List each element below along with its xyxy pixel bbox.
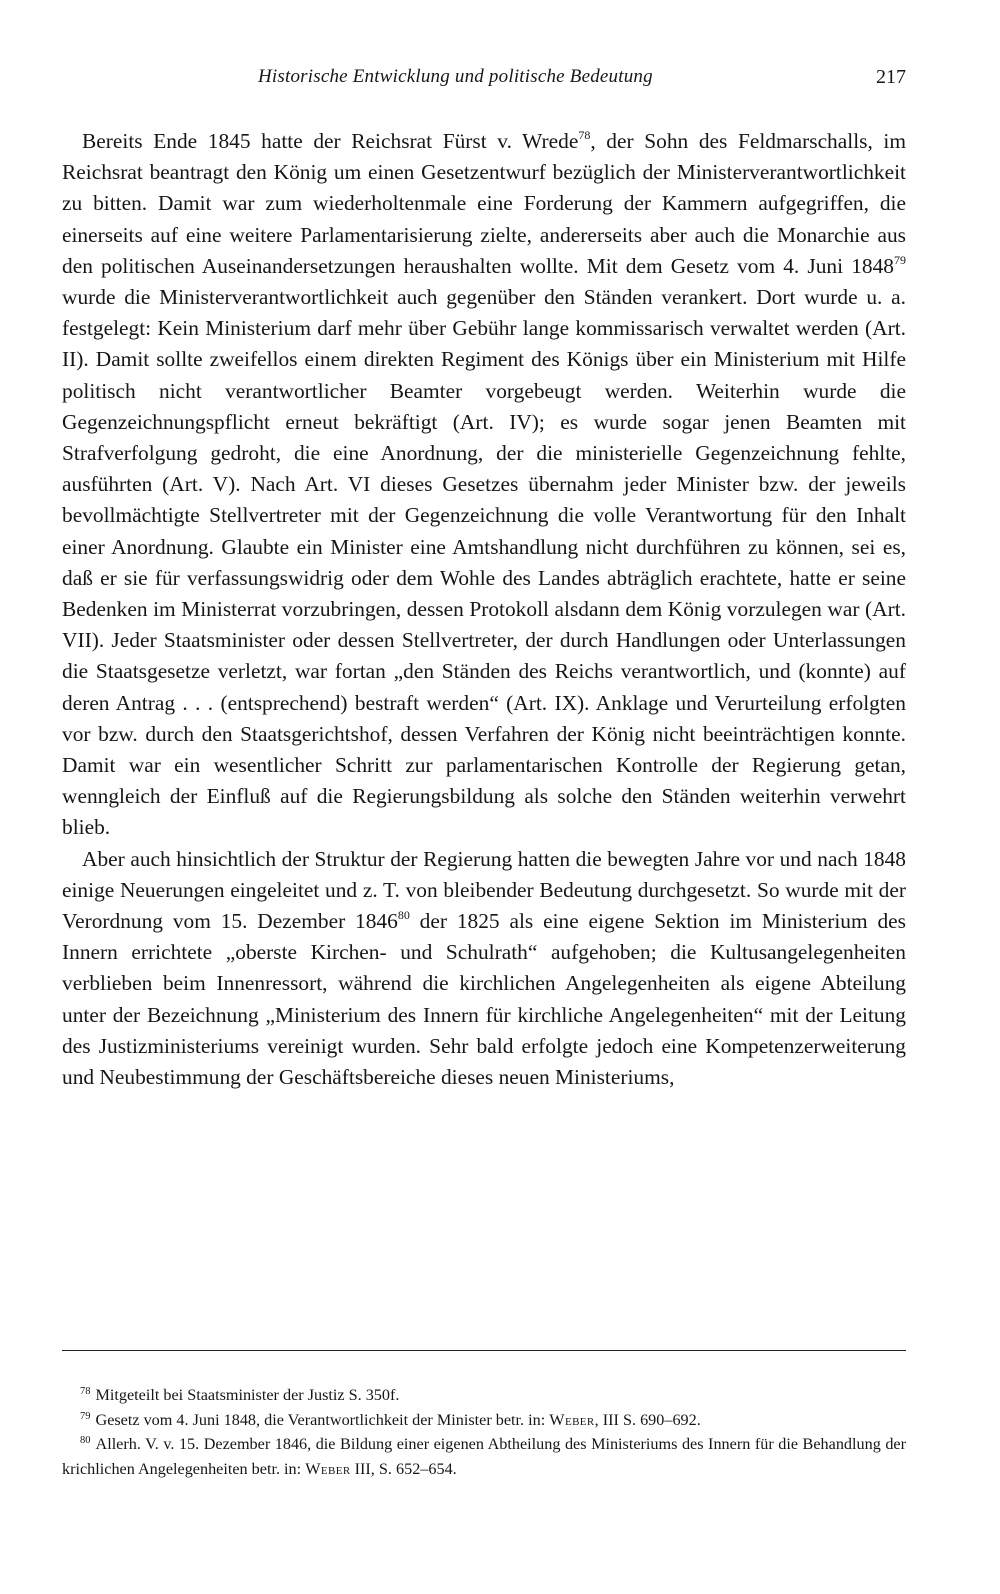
author-name: Weber: [549, 1410, 595, 1429]
footnotes: [62, 1383, 906, 1481]
footnote-mark: 78: [80, 1386, 91, 1397]
paragraph-1: [62, 126, 906, 844]
footnote-ref-80: 80: [397, 908, 410, 923]
book-page: [62, 0, 906, 1594]
footnote-text: Gesetz vom 4. Juni 1848, die Verantwortlichkeit der Minister betr. in:: [95, 1410, 550, 1429]
footnote-text: Allerh. V. v. 15. Dezember 1846, die Bildung einer eigenen Abtheilung des Ministeriums des Innern für die Behandlung der krichlichen Angelegenheiten betr. in:: [62, 1435, 906, 1478]
paragraph-text: der 1825 als eine eigene Sektion im Ministerium des Innern errichtete „oberste Kirchen- und Schulrath“ aufgehoben; die Kultusangelegenheiten verblieben beim Innenressort, während die kirchlichen Angelegenheiten als eigene Abteilung unter der Bezeichnung „Ministerium des Innern für kirchliche Angelegenheiten“ mit der Leitung des Justizministeriums vereinigt wurden. Sehr bald erfolgte jedoch eine Kompetenzerweiterung und Neubestimmung der Geschäftsbereiche dieses neuen Ministeriums,: [62, 909, 906, 1090]
footnote-80: [62, 1432, 906, 1481]
main-text: [62, 126, 906, 1093]
footnote-text: Mitgeteilt bei Staatsminister der Justiz S. 350f.: [95, 1386, 400, 1404]
footnote-text: III, S. 652–654.: [350, 1459, 457, 1478]
paragraph-text: Aber auch hinsichtlich der Struktur der Regierung hatten die bewegten Jahre vor und nach 1848 einige Neuerungen eingeleitet und z. T. von bleibender Bedeutung durchgesetzt. So wurde mit der Verordnung vom 15. Dezember 1846: [62, 846, 906, 934]
paragraph-text: , der Sohn des Feldmarschalls, im Reichsrat beantragt den König um einen Gesetzentwurf bezüglich der Ministerverantwortlichkeit zu bitten. Damit war zum wiederholtenmale eine Forderung der Kammern aufgegriffen, die einerseits auf eine weitere Parlamentarisierung zielte, andererseits aber auch die Monarchie aus den politischen Auseinandersetzungen heraushalten wollte. Mit dem Gesetz vom 4. Juni 1848: [62, 129, 907, 278]
footnote-79: [62, 1408, 906, 1433]
footnote-mark: 80: [80, 1435, 91, 1446]
footnote-ref-78: 78: [578, 128, 591, 142]
running-header: [62, 66, 906, 96]
paragraph-2: [62, 844, 906, 1094]
footnote-separator: [62, 1350, 906, 1351]
running-title: Historische Entwicklung und politische Bedeutung: [258, 66, 653, 87]
paragraph-text: Bereits Ende 1845 hatte der Reichsrat Fürst v. Wrede: [82, 129, 579, 153]
page-number: 217: [876, 66, 906, 88]
footnote-mark: 79: [80, 1410, 91, 1422]
footnote-ref-79: 79: [894, 252, 906, 267]
paragraph-text: wurde die Ministerverantwortlichkeit auch gegenüber den Ständen verankert. Dort wurde u. a. festgelegt: Kein Ministerium darf mehr über Gebühr lange kommissarisch verwaltet werden (Art. II). Damit sollte zweifellos einem direkten Regiment des Königs über ein Ministerium mit Hilfe politisch nicht verantwortlicher Beamter vorgebeugt werden. Weiterhin wurde die Gegenzeichnungspflicht erneut bekräftigt (Art. IV); es wurde sogar jenen Beamten mit Strafverfolgung gedroht, die eine Anordnung, der die ministerielle Gegenzeichnung fehlte, ausführten (Art. V). Nach Art. VI dieses Gesetzes übernahm jeder Minister bzw. der jeweils bevollmächtigte Stellvertreter mit der Gegenzeichnung die volle Verantwortung für den Inhalt einer Anordnung. Glaubte ein Minister eine Amtshandlung nicht durchführen zu können, sei es, daß er sie für verfassungswidrig oder dem Wohle des Landes abträglich erachtete, hatte er seine Bedenken im Ministerrat vorzubringen, dessen Protokoll alsdann dem König vorzulegen war (Art. VII). Jeder Staatsminister oder dessen Stellvertreter, der durch Handlungen oder Unterlassungen die Staatsgesetze verletzt, war fortan „den Ständen des Reichs verantwortlich, und (konnte) auf deren Antrag . . . (entsprechend) bestraft werden“ (Art. IX). Anklage und Verurteilung erfolgten vor bzw. durch den Staatsgerichtshof, dessen Verfahren der König nicht beeinträchtigen konnte. Damit war ein wesentlicher Schritt zur parlamentarischen Kontrolle der Regierung getan, wenngleich der Einfluß auf die Regierungsbildung als solche den Ständen weiterhin verwehrt blieb.: [62, 285, 906, 840]
footnote-78: [62, 1383, 906, 1408]
author-name: Weber: [305, 1459, 351, 1478]
footnote-text: , III S. 690–692.: [594, 1410, 701, 1429]
